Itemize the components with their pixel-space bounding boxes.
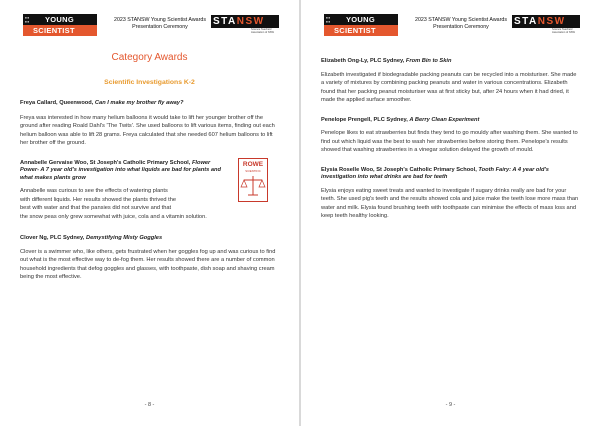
young-scientist-logo: ▪▪▪ ▪▪▪ YOUNG SCIENTIST xyxy=(23,14,97,36)
page-number: - 8 - xyxy=(144,402,155,408)
entry-title: Clover Ng, PLC Sydney, Demystifying Misty Goggles xyxy=(20,235,163,241)
page-9 xyxy=(301,0,600,426)
entry-title: Penelope Prengell, PLC Sydney, A Berry Clean Experiment xyxy=(321,116,480,123)
page-header xyxy=(20,0,279,40)
entry xyxy=(321,167,580,221)
entry-body: Freya was interested in how many helium balloons it would take to lift her younger brother off the ground after reading Roald Dahl's 'The Twits'. She used balloons to lift various items, finding out each helium balloon was able to lift 28 grams. Freya calculated that she needed 607 helium balloons to lift her brother off the ground. xyxy=(20,114,275,146)
entry-body: Clover is a swimmer who, like others, gets frustrated when her goggles fog up and was curious to find out what is the most effective way to de-fog them. Her results showed there are a number of common household ingredients that defog goggles and glasses, with toothpaste, dish soap and shaving cream being the most effective. xyxy=(20,248,276,280)
header-title: 2023 STANSW Young Scientist Awards Presentation Ceremony xyxy=(114,17,206,30)
entry xyxy=(20,100,279,148)
entry-body: Annabelle was curious to see the effects of watering plants with different liquids. Her results showed the plants thrived the best with water and that the pansies did not survive and that the snow peas only grew somewhat with juice, cola and a vitamin solution. xyxy=(20,188,207,220)
scales-icon xyxy=(239,173,267,201)
entry xyxy=(321,58,580,105)
entry-title: Annabelle Gervaise Woo, St Joseph's Catholic Primary School, Flower Power- A 7 year old's investigation into what liquids are bad for plants and what makes plants grow xyxy=(20,159,221,181)
header-title: 2023 STANSW Young Scientist Awards Presentation Ceremony xyxy=(415,17,507,30)
entry-body: Elysia enjoys eating sweet treats and wanted to investigate if sugary drinks really are bad for your teeth. She used pig's teeth and the results showed cola and juice make the teeth lose more mass than water and milk. Elysia found brushing teeth with toothpaste can minimise the effects of mass loss and keep teeth healthy looking. xyxy=(321,187,579,219)
entry-title: Elizabeth Ong-Ly, PLC Sydney, From Bin to Skin xyxy=(321,58,452,64)
entry xyxy=(321,117,580,155)
stansw-logo: STANSW Science Teachers' Association of NSW xyxy=(512,15,580,35)
page-header xyxy=(321,0,580,40)
entry xyxy=(20,160,279,222)
entry-body: Elizabeth investigated if biodegradable packing peanuts can be recycled into a moisturiser. She made a variety of mixtures by combining packing peanuts and water in various concentrations. Elizabeth found that her packing peanut moisturiser was at first sticky but, after 24 hours when it had dried, it made the applied surface smoother. xyxy=(321,71,577,103)
category-subheading: Scientific Investigations K-2 xyxy=(104,79,195,86)
entry-body: Penelope likes to eat strawberries but finds they tend to go mouldy after washing them. She wanted to find out which liquid was the best to wash her strawberries before storing them. Penelope's results showed that washing strawberries in a vinegar solution delayed the growth of mould. xyxy=(321,130,578,153)
entry xyxy=(20,235,279,282)
entry-title: Freya Callard, Queenwood, Can I make my brother fly away? xyxy=(20,100,184,106)
page-8 xyxy=(0,0,299,426)
stansw-logo: STANSW Science Teachers' Association of NSW xyxy=(211,15,279,35)
page-heading: Category Awards xyxy=(111,52,188,63)
rowe-scientific-logo: ROWE SCIENTIFIC xyxy=(238,158,268,202)
page-number: - 9 - xyxy=(445,402,456,408)
entry-title: Elysia Roselle Woo, St Joseph's Catholic Primary School, Tooth Fairy: A 4 year old's investigation into what drinks are bad for teeth xyxy=(321,166,549,180)
young-scientist-logo: ▪▪▪ ▪▪▪ YOUNG SCIENTIST xyxy=(324,14,398,36)
